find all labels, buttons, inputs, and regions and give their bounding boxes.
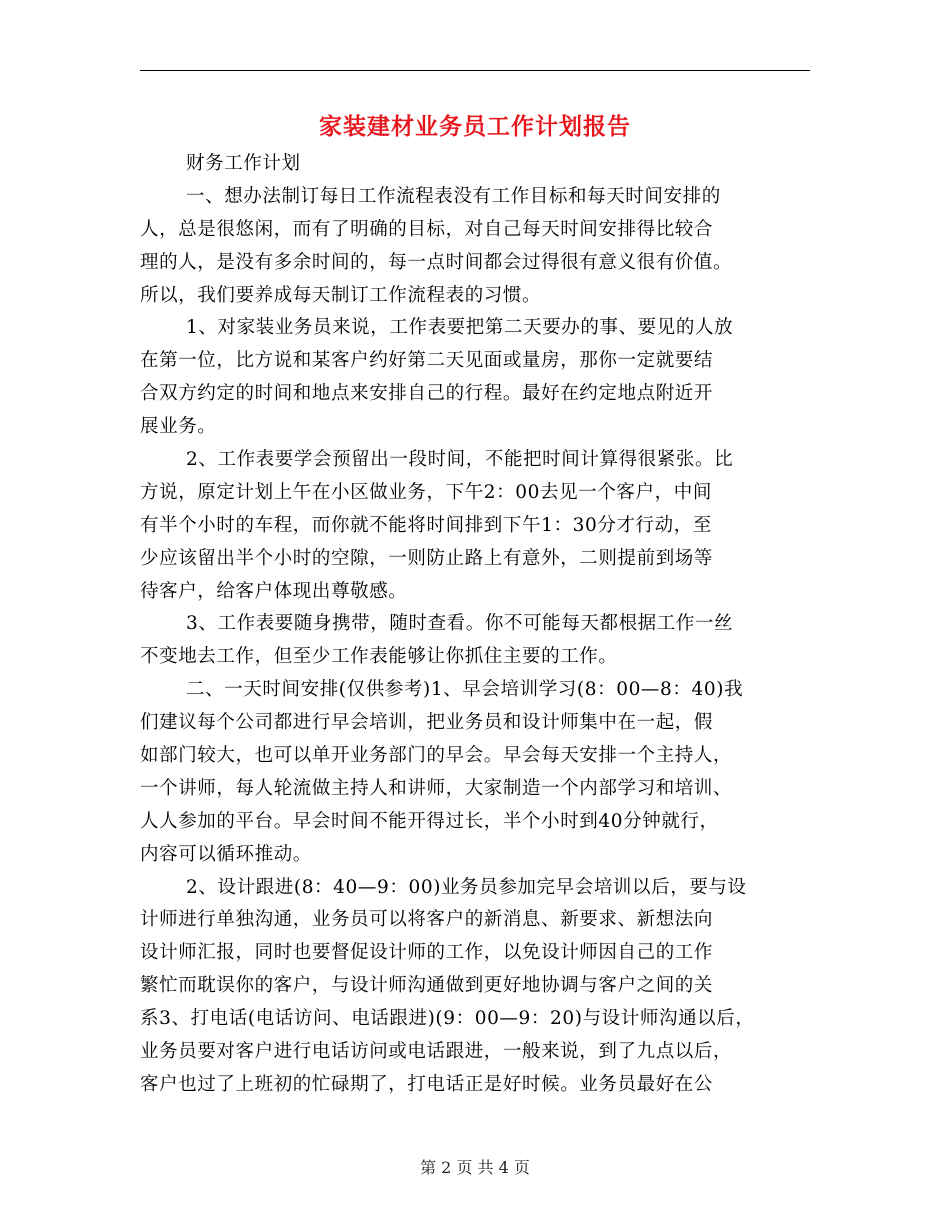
text-line: 有半个小时的车程，而你就不能将时间排到下午1：30分才行动，至	[140, 514, 712, 536]
text-line: 一、想办法制订每日工作流程表没有工作目标和每天时间安排的	[186, 185, 721, 207]
text-line: 方说，原定计划上午在小区做业务，下午2：00去见一个客户，中间	[140, 481, 712, 503]
text-line: 繁忙而耽误你的客户，与设计师沟通做到更好地协调与客户之间的关	[140, 975, 714, 997]
text-line: 不变地去工作，但至少工作表能够让你抓住主要的工作。	[140, 646, 618, 668]
text-line: 客户也过了上班初的忙碌期了，打电话正是好时候。业务员最好在公	[140, 1073, 714, 1095]
text-line: 2、工作表要学会预留出一段时间，不能把时间计算得很紧张。比	[186, 449, 734, 471]
header-rule	[140, 70, 810, 71]
text-line: 计师进行单独沟通，业务员可以将客户的新消息、新要求、新想法向	[140, 909, 714, 931]
text-line: 如部门较大，也可以单开业务部门的早会。早会每天安排一个主持人，	[140, 745, 733, 767]
text-line: 理的人，是没有多余时间的，每一点时间都会过得很有意义很有价值。	[140, 251, 733, 273]
text-line: 一个讲师，每人轮流做主持人和讲师，大家制造一个内部学习和培训、	[140, 777, 733, 799]
text-line: 合双方约定的时间和地点来安排自己的行程。最好在约定地点附近开	[140, 383, 714, 405]
text-line: 人，总是很悠闲，而有了明确的目标，对自己每天时间安排得比较合	[140, 218, 714, 240]
text-line: 系3、打电话(电话访问、电话跟进)(9：00—9：20)与设计师沟通以后，	[140, 1008, 755, 1030]
text-line: 财务工作计划	[186, 153, 301, 174]
text-line: 所以，我们要养成每天制订工作流程表的习惯。	[140, 284, 542, 306]
text-line: 们建议每个公司都进行早会培训，把业务员和设计师集中在一起，假	[140, 712, 714, 734]
page-footer: 第 2 页 共 4 页	[420, 1158, 530, 1177]
text-line: 少应该留出半个小时的空隙，一则防止路上有意外，二则提前到场等	[140, 547, 714, 569]
text-line: 展业务。	[140, 416, 217, 438]
text-line: 设计师汇报，同时也要督促设计师的工作，以免设计师因自己的工作	[140, 942, 714, 964]
text-line: 内容可以循环推动。	[140, 843, 312, 865]
text-line: 3、工作表要随身携带，随时查看。你不可能每天都根据工作一丝	[186, 613, 734, 635]
document-title: 家装建材业务员工作计划报告	[319, 113, 631, 140]
document-body	[140, 148, 820, 1102]
text-line: 二、一天时间安排(仅供参考)1、早会培训学习(8：00—8：40)我	[186, 679, 744, 701]
text-line: 人人参加的平台。早会时间不能开得过长，半个小时到40分钟就行，	[140, 810, 719, 832]
text-line: 待客户，给客户体现出尊敬感。	[140, 580, 408, 602]
text-line: 业务员要对客户进行电话访问或电话跟进，一般来说，到了九点以后，	[140, 1041, 733, 1063]
text-line: 1、对家装业务员来说，工作表要把第二天要办的事、要见的人放	[186, 317, 734, 339]
text-line: 2、设计跟进(8：40—9：00)业务员参加完早会培训以后，要与设	[186, 876, 747, 898]
text-line: 在第一位，比方说和某客户约好第二天见面或量房，那你一定就要结	[140, 350, 714, 372]
